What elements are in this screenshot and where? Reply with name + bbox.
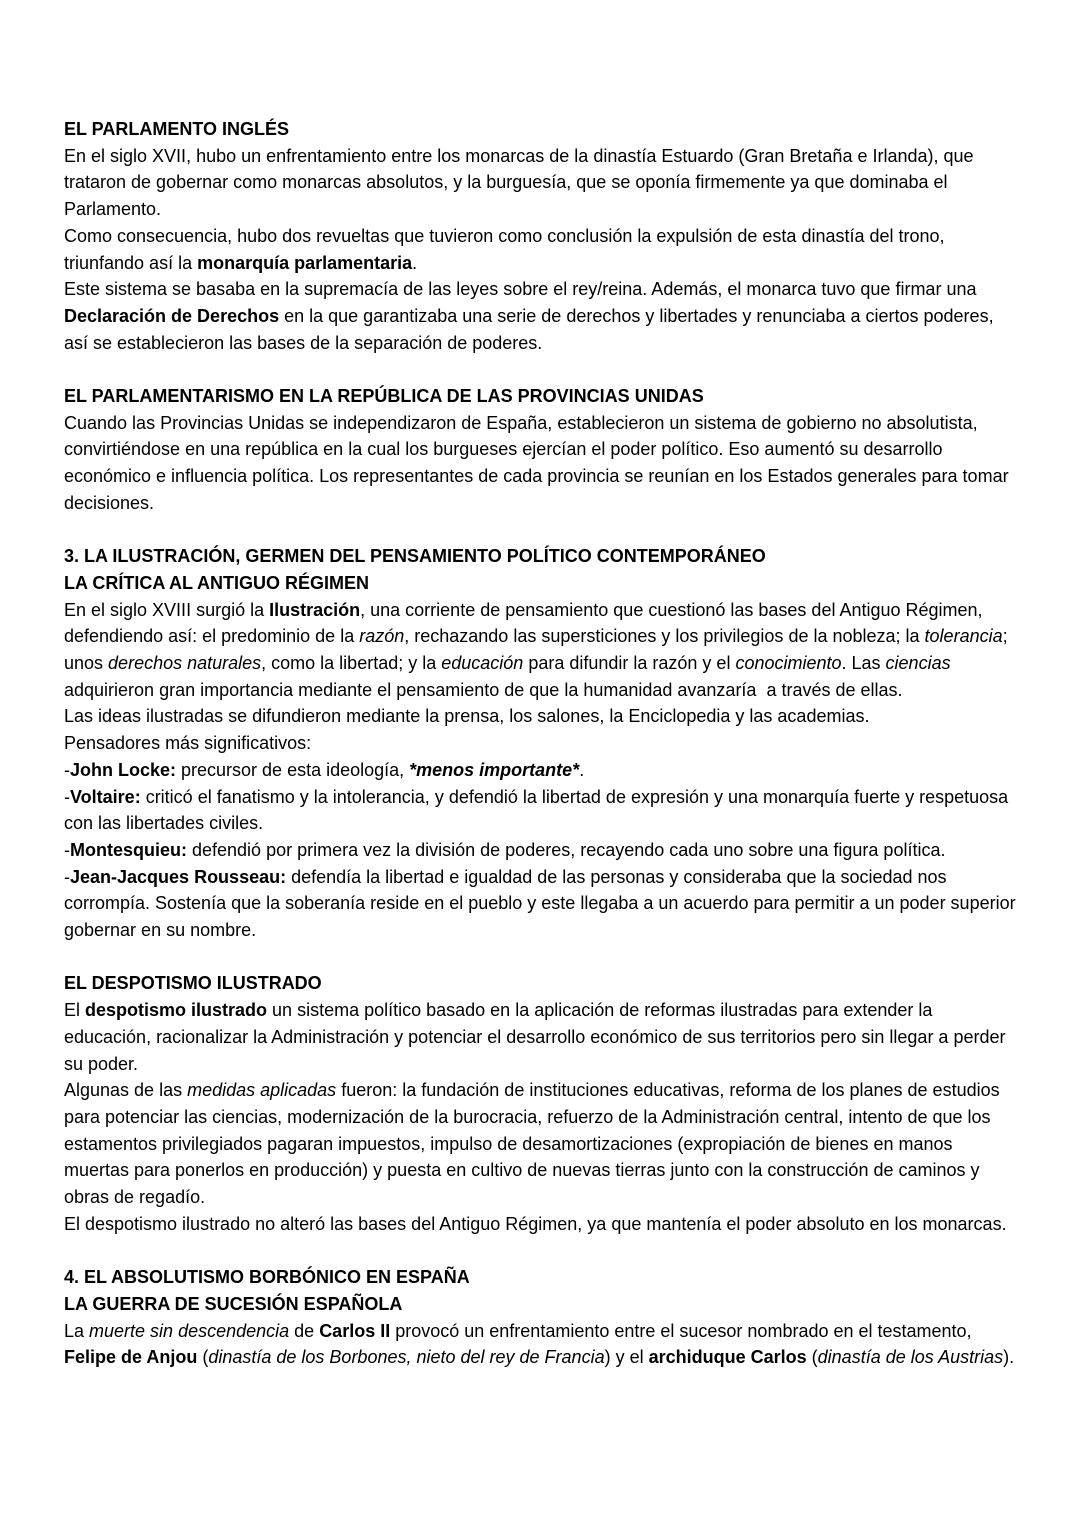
paragraph — [64, 757, 1016, 784]
text-run: monarquía parlamentaria — [197, 252, 413, 273]
text-run: educación — [441, 653, 524, 674]
text-run: En el siglo XVII, hubo un enfrentamiento entre los monarcas de la dinastía Estuardo (Gran Bretaña e Irlanda), que trataron de gobernar como monarcas absolutos, y la burguesía, que se oponía firmemente ya que dominaba el Parlamento. — [64, 145, 979, 220]
text-run: - — [64, 866, 70, 887]
document-content — [64, 116, 1021, 1371]
paragraph — [64, 784, 1016, 837]
text-run: Carlos II — [319, 1320, 391, 1341]
text-run: El — [64, 1000, 86, 1021]
text-run: Este sistema se basaba en la supremacía de las leyes sobre el rey/reina. Además, el monarca tuvo que firmar una — [64, 279, 982, 300]
section-heading: 4. EL ABSOLUTISMO BORBÓNICO EN ESPAÑA — [64, 1267, 470, 1288]
text-run: Algunas de las — [64, 1080, 188, 1101]
text-run: tolerancia — [924, 626, 1003, 647]
section-heading: 3. LA ILUSTRACIÓN, GERMEN DEL PENSAMIENTO POLÍTICO CONTEMPORÁNEO — [64, 546, 766, 567]
section-heading: EL PARLAMENTARISMO EN LA REPÚBLICA DE LAS PROVINCIAS UNIDAS — [64, 386, 704, 407]
section — [64, 970, 1016, 1237]
text-run: criticó el fanatismo y la intolerancia, y defendió la libertad de expresión y una monarquía fuerte y respetuosa con las libertades civiles. — [64, 786, 1014, 834]
text-run: dinastía de los Borbones, nieto del rey de Francia — [208, 1347, 605, 1368]
text-run: defendió por primera vez la división de poderes, recayendo cada uno sobre una figura política. — [187, 839, 946, 860]
text-run: , rechazando las supersticiones y los privilegios de la nobleza; la — [404, 626, 925, 647]
text-run: fueron: la fundación de instituciones educativas, reforma de los planes de estudios para potenciar las ciencias, modernización de la burocracia, refuerzo de la Administración central, intento de que los estamentos privilegiados pagaran impuestos, impulso de desamortizaciones (expropiación de bienes en manos muertas para ponerlos en producción) y puesta en cultivo de nuevas tierras junto con la construcción de caminos y obras de regadío. — [64, 1080, 1005, 1208]
text-run: adquirieron gran importancia mediante el pensamiento de que la humanidad avanzaría a través de ellas. — [64, 653, 956, 700]
section — [64, 1264, 1016, 1371]
text-run: provocó un enfrentamiento entre el sucesor nombrado en el testamento, — [390, 1320, 977, 1341]
section-heading: LA GUERRA DE SUCESIÓN ESPAÑOLA — [64, 1293, 403, 1314]
text-run: *menos importante* — [409, 759, 580, 780]
paragraph — [64, 143, 1016, 223]
text-run: razón — [359, 626, 405, 647]
text-run: en la que garantizaba una serie de derechos y libertades y renunciaba a ciertos poderes, así se establecieron las bases de la separación de poderes. — [64, 305, 999, 353]
paragraph — [64, 1318, 1016, 1371]
text-run: ( — [197, 1347, 209, 1368]
text-run: Declaración de Derechos — [64, 305, 280, 326]
text-run: . — [412, 252, 418, 273]
text-run: precursor de esta ideología, — [176, 759, 410, 780]
text-run: Voltaire: — [70, 786, 141, 807]
paragraph — [64, 837, 1016, 864]
text-run: ( — [806, 1347, 818, 1368]
text-run: - — [64, 839, 70, 860]
paragraph — [64, 730, 1016, 757]
text-run: Jean-Jacques Rousseau: — [70, 866, 287, 887]
text-run: Las ideas ilustradas se difundieron mediante la prensa, los salones, la Enciclopedia y las academias. — [64, 706, 870, 727]
text-run: muerte sin descendencia — [89, 1320, 290, 1341]
text-run: - — [64, 786, 70, 807]
text-run: En el siglo XVIII surgió la — [64, 599, 270, 620]
text-run: de — [289, 1320, 320, 1341]
paragraph — [64, 410, 1016, 517]
text-run: John Locke: — [70, 759, 177, 780]
section-heading: LA CRÍTICA AL ANTIGUO RÉGIMEN — [64, 572, 369, 593]
text-run: Montesquieu: — [70, 839, 187, 860]
text-run: medidas aplicadas — [187, 1080, 337, 1101]
text-run: un sistema político basado en la aplicación de reformas ilustradas para extender la educación, racionalizar la Administración y potenciar el desarrollo económico de sus territorios pero sin llegar a perder su poder. — [64, 1000, 1011, 1074]
text-run: . — [579, 759, 585, 780]
text-run: derechos naturales — [108, 653, 262, 674]
paragraph — [64, 597, 1016, 704]
paragraph — [64, 703, 1016, 730]
section — [64, 116, 1016, 356]
text-run: ). — [1003, 1347, 1015, 1368]
text-run: ciencias — [885, 653, 951, 674]
text-run: Felipe de Anjou — [64, 1347, 198, 1368]
text-run: archiduque Carlos — [648, 1347, 807, 1368]
paragraph — [64, 1077, 1016, 1211]
text-run: - — [64, 759, 70, 780]
text-run: El despotismo ilustrado no alteró las bases del Antiguo Régimen, ya que mantenía el poder absoluto en los monarcas. — [64, 1213, 1007, 1234]
section-heading: EL PARLAMENTO INGLÉS — [64, 119, 290, 139]
text-run: , como la libertad; y la — [261, 653, 442, 674]
text-run: despotismo ilustrado — [85, 1000, 268, 1021]
section-heading: EL DESPOTISMO ILUSTRADO — [64, 973, 322, 994]
text-run: Como consecuencia, hubo dos revueltas que tuvieron como conclusión la expulsión de esta dinastía del trono, triunfando así la — [64, 225, 950, 273]
paragraph — [64, 997, 1016, 1077]
text-run: La — [64, 1320, 90, 1341]
text-run: Pensadores más significativos: — [64, 733, 312, 754]
text-run: para difundir la razón y el — [523, 653, 736, 674]
text-run: conocimiento — [735, 653, 842, 674]
paragraph — [64, 864, 1021, 944]
text-run: Ilustración — [269, 599, 361, 620]
section — [64, 383, 1016, 517]
paragraph — [64, 223, 1016, 276]
text-run: ; unos — [64, 626, 1013, 674]
text-run: . Las — [841, 653, 886, 674]
section — [64, 543, 1021, 944]
text-run: defendía la libertad e igualdad de las personas y consideraba que la sociedad nos corrompía. Sostenía que la soberanía reside en el pueblo y este llegaba a un acuerdo para permitir a un poder superior gobernar en su nombre. — [64, 866, 1021, 941]
paragraph — [64, 276, 1016, 356]
text-run: Cuando las Provincias Unidas se independizaron de España, establecieron un sistema de gobierno no absolutista, convirtiéndose en una república en la cual los burgueses ejercían el poder político. Eso aumentó su desarrollo económico e influencia política. Los representantes de cada provincia se reunían en los Estados generales para tomar decisiones. — [64, 412, 1014, 513]
paragraph — [64, 1211, 1016, 1238]
text-run: , una corriente de pensamiento que cuestionó las bases del Antiguo Régimen, defendiendo así: el predominio de la — [64, 599, 988, 647]
text-run: dinastía de los Austrias — [817, 1347, 1004, 1368]
text-run: ) y el — [604, 1347, 649, 1368]
